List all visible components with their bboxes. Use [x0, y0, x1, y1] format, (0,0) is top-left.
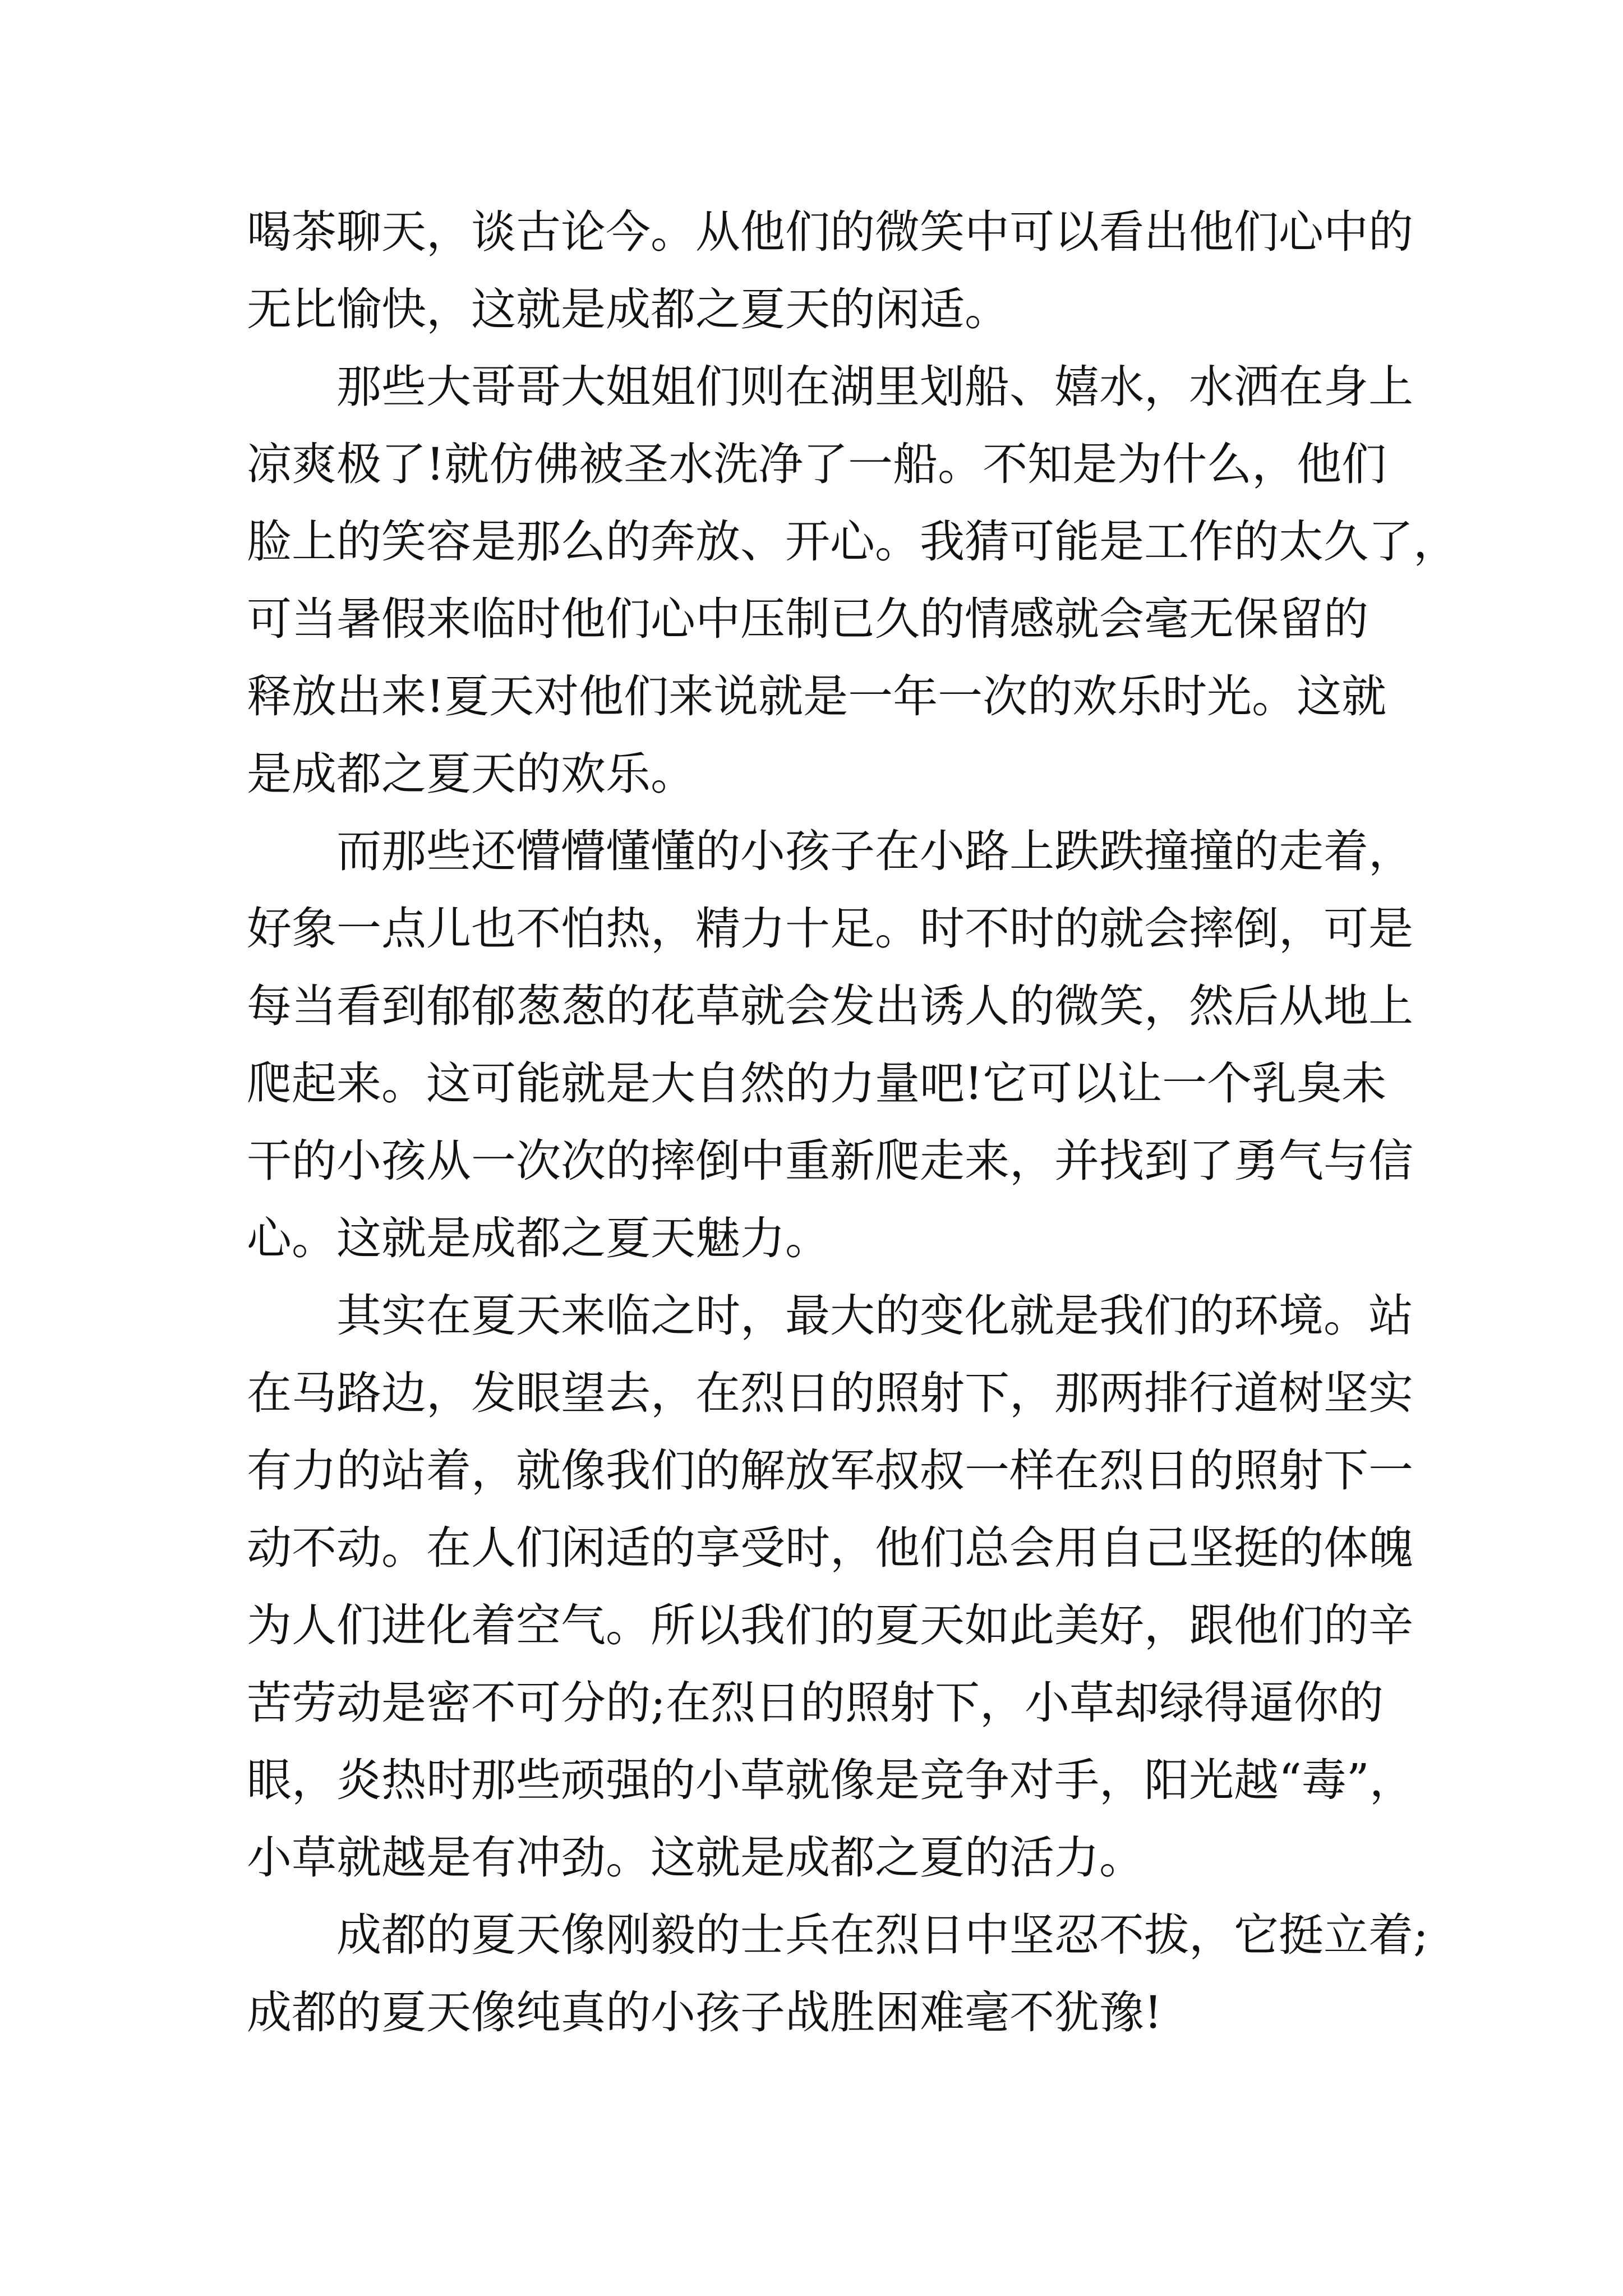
text-line: 眼，炎热时那些顽强的小草就像是竞争对手，阳光越“毒”， [247, 1754, 1414, 1806]
text-line: 心。这就是成都之夏天魅力。 [247, 1212, 830, 1264]
text-line: 释放出来!夏天对他们来说就是一年一次的欢乐时光。这就 [247, 670, 1387, 723]
text-line: 脸上的笑容是那么的奔放、开心。我猜可能是工作的太久了， [247, 516, 1458, 568]
text-line: 小草就越是有冲劲。这就是成都之夏的活力。 [247, 1832, 1144, 1884]
text-line: 苦劳动是密不可分的;在烈日的照射下，小草却绿得逼你的 [247, 1677, 1384, 1729]
text-line: 有力的站着，就像我们的解放军叔叔一样在烈日的照射下一 [247, 1444, 1413, 1497]
text-line: 无比愉快，这就是成都之夏天的闲适。 [247, 283, 1009, 335]
text-line: 每当看到郁郁葱葱的花草就会发出诱人的微笑，然后从地上 [247, 980, 1413, 1032]
paragraph-start-line: 那些大哥哥大姐姐们则在湖里划船、嬉水，水洒在身上 [336, 361, 1413, 413]
body-text [247, 194, 1458, 2051]
text-line: 动不动。在人们闲适的享受时，他们总会用自己坚挺的体魄 [247, 1522, 1413, 1574]
text-line: 在马路边，发眼望去，在烈日的照射下，那两排行道树坚实 [247, 1367, 1413, 1419]
text-line: 好象一点儿也不怕热，精力十足。时不时的就会摔倒，可是 [247, 903, 1413, 955]
text-line: 是成都之夏天的欢乐。 [247, 748, 695, 800]
text-line: 干的小孩从一次次的摔倒中重新爬走来，并找到了勇气与信 [247, 1135, 1413, 1187]
paragraph-start-line: 成都的夏天像刚毅的士兵在烈日中坚忍不拔，它挺立着; [336, 1909, 1428, 1961]
paragraph-start-line: 而那些还懵懵懂懂的小孩子在小路上跌跌撞撞的走着， [336, 825, 1413, 877]
text-line: 喝茶聊天，谈古论今。从他们的微笑中可以看出他们心中的 [247, 206, 1413, 258]
text-line: 为人们进化着空气。所以我们的夏天如此美好，跟他们的辛 [247, 1599, 1413, 1651]
text-line: 可当暑假来临时他们心中压制已久的情感就会毫无保留的 [247, 593, 1368, 645]
text-line: 凉爽极了!就仿佛被圣水洗净了一船。不知是为什么，他们 [247, 438, 1387, 490]
text-line: 成都的夏天像纯真的小孩子战胜困难毫不犹豫! [247, 1986, 1163, 2039]
text-line: 爬起来。这可能就是大自然的力量吧!它可以让一个乳臭未 [247, 1057, 1387, 1110]
paragraph-start-line: 其实在夏天来临之时，最大的变化就是我们的环境。站 [336, 1290, 1413, 1342]
